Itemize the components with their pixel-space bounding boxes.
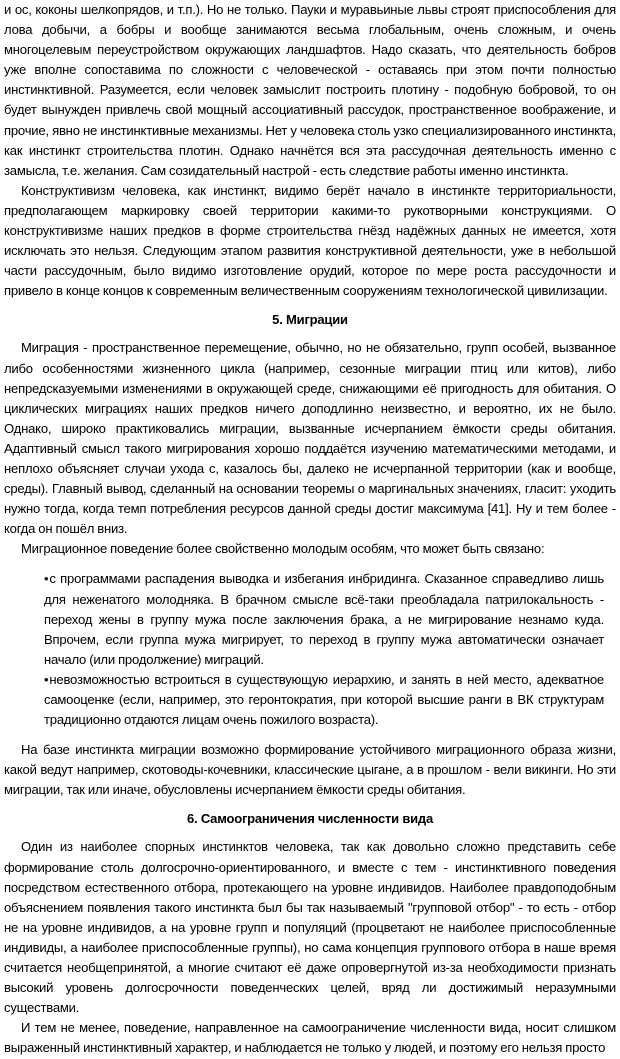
list-item-text: с программами распадения выводка и избегания инбридинга. Сказанное справедливо лишь для неженатого молодняка. В брачном смысле всё-таки преобладала патрилокальность - переход жены в группу мужа после заключения брака, а не мигрирование незнамо куда. Впрочем, если группа мужа мигрирует, то переход в группу мужа автоматически означает начало (или продолжение) миграций.	[44, 571, 604, 667]
paragraph-nomadic-lifestyle: На базе инстинкта миграции возможно формирование устойчивого миграционного образа жизни, какой ведут например, скотоводы-кочевники, классические цыгане, а в прошлом - вели викинги. Но эти миграции, так или иначе, обусловлены исчерпанием ёмкости среды обитания.	[4, 742, 616, 798]
paragraph-beaver-construction: и ос, коконы шелкопрядов, и т.п.). Но не только. Пауки и муравьиные львы строят приспособления для лова добычи, а бобры и вообще занимаются весьма глобальным, очень сложным, и очень многоцелевым переустройством окружающих ландшафтов. Надо сказать, что деятельность бобров уже вполне сопоставима по сложности с человеческой - оставаясь при этом почти полностью инстинктивной. Разумеется, если человек замыслит построить плотину - подобную бобровой, то он будет вынужден привлечь свой мощный ассоциативный рассудок, пространственное воображение, и прочие, явно не инстинктивные механизмы. Нет у человека столь узко специализированного инстинкта, как инстинкт строительства плотин. Однако начнётся вся эта рассудочная деятельность именно с замысла, т.е. желания. Сам созидательный настрой - есть следствие работы именно инстинкта.	[4, 2, 616, 178]
paragraph-migration-definition: Миграция - пространственное перемещение, обычно, но не обязательно, групп особей, вызванное либо особенностями жизненного цикла (например, сезонные миграции птиц или китов), либо непредсказуемыми изменениями в окружающей среде, снижающими её пригодность для обитания. О циклических миграциях наших предков ничего доподлинно неизвестно, и вероятно, их не было. Однако, широко практиковались миграции, вызванные исчерпанием ёмкости среды обитания. Адаптивный смысл такого мигрирования хорошо поддаётся изучению математическими методами, и неплохо объясняет случаи ухода с, казалось бы, далеко не исчерпанной территории (как и вообще, среды). Главный вывод, сделанный на основании теоремы о маргинальных значениях, гласит: уходить нужно тогда, когда темп потребления ресурсов данной среды достиг максимума [41]. Ну и тем более - когда он пошёл вниз.	[4, 340, 616, 537]
list-item	[44, 569, 604, 669]
list-item-text: невозможностью встроиться в существующую иерархию, и занять в ней место, адекватное самооценке (если, например, это геронтократия, при которой высшие ранги в ВК структурам традиционно отдаются лицам очень пожилого возраста).	[44, 671, 604, 728]
section-heading-self-limitation: 6. Самоограничения численности вида	[186, 811, 434, 827]
bullet-icon: •	[44, 571, 49, 587]
paragraph-constructivism: Конструктивизм человека, как инстинкт, видимо берёт начало в инстинкте территориальности, предполагающем маркировку своей территории какими-то рукотворными конструкциями. О конструктивизме наших предков в форме строительства гнёзд надёжных данных не имеется, хотя исключать это нельзя. Следующим этапом развития конструктивной деятельности, уже в небольшой части рассудочным, было видимо изготовление орудий, которое по мере роста рассудочности и привело в конце концов к современным величественным сооружениям технологической цивилизации.	[4, 182, 616, 299]
paragraph-migration-young: Миграционное поведение более свойственно молодым особям, что может быть связано:	[21, 541, 545, 557]
paragraph-self-limitation-behavior: И тем не менее, поведение, направленное на самоограничение численности вида, носит слишком выраженный инстинктивный характер, и наблюдается не только у людей, и поэтому его нельзя просто	[4, 1020, 616, 1056]
section-heading-migrations: 5. Миграции	[272, 312, 348, 328]
bullet-icon: •	[44, 671, 49, 687]
list-item	[44, 670, 604, 730]
migration-reasons-list	[4, 569, 616, 730]
paragraph-group-selection: Один из наиболее спорных инстинктов человека, так как довольно сложно представить себе формирование столь долгосрочно-ориентированного, и вместе с тем - инстинктивного поведения посредством естественного отбора, протекающего на уровне индивидов. Наиболее правдоподобным объяснением появления такого инстинкта был бы так называемый "групповой отбор" - то есть - отбор не на уровне индивидов, а на уровне групп и популяций (процветают не наиболее приспособленные индивиды, а наиболее приспособленные группы), но сама концепция группового отбора в наше время считается необщепринятой, а многие считают её даже опровергнутой из-за необходимости признать высокий уровень долгосрочности поведенческих целей, вряд ли достижимый неразумными существами.	[4, 839, 616, 1016]
